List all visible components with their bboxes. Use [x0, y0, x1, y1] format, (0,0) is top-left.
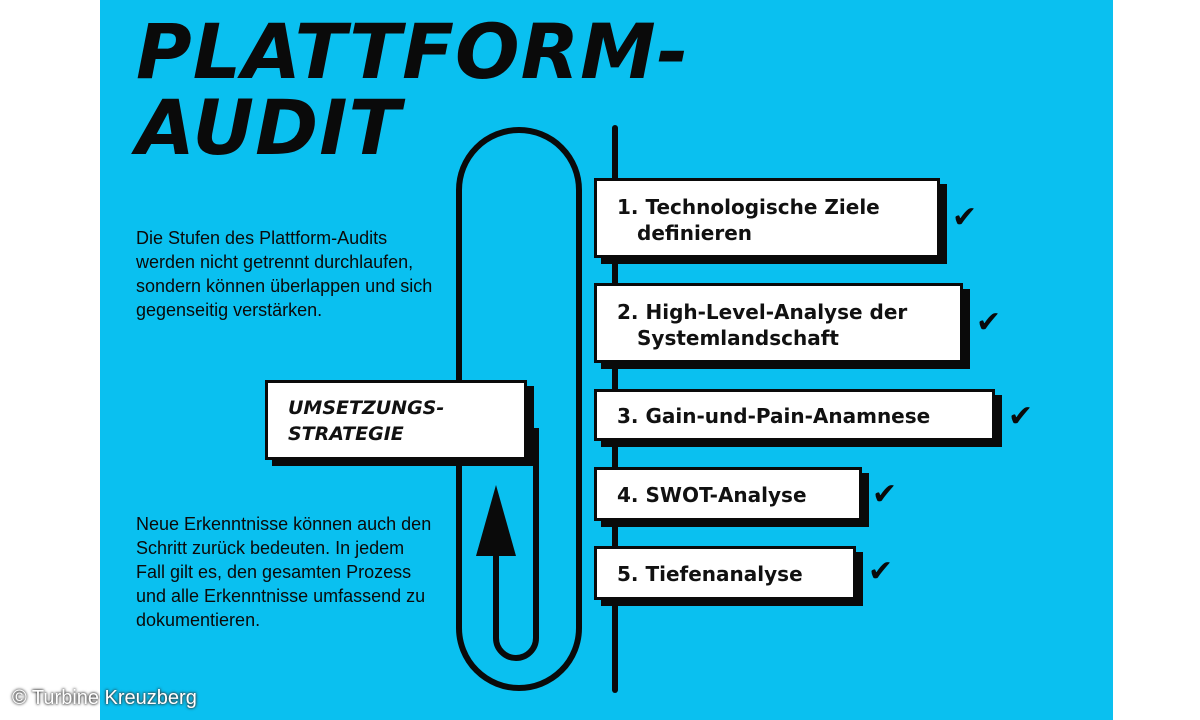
step-3-label: 3. Gain-und-Pain-Anamnese: [617, 404, 931, 428]
checkmark-icon: ✔: [868, 554, 894, 589]
title-line-2: AUDIT: [136, 83, 402, 172]
step-box-5: [594, 546, 856, 600]
checkmark-icon: ✔: [952, 200, 978, 235]
image-credit: © Turbine Kreuzberg: [12, 687, 197, 709]
step-box-3: [594, 389, 995, 441]
step-1-label-line-2: definieren: [637, 221, 753, 245]
title-line-1: PLATTFORM-: [136, 7, 690, 96]
step-4-label: 4. SWOT-Analyse: [617, 483, 807, 507]
checkmark-icon: ✔: [872, 477, 898, 512]
step-2-label-line-1: 2. High-Level-Analyse der: [617, 300, 908, 324]
step-2-label-line-2: Systemlandschaft: [637, 326, 839, 350]
infographic-panel: [100, 0, 1113, 720]
checkmark-icon: ✔: [1008, 399, 1034, 434]
step-box-1: [594, 178, 940, 258]
step-box-4: [594, 467, 862, 521]
strategy-label-line-2: STRATEGIE: [288, 423, 404, 445]
note-paragraph: Neue Erkenntnisse können auch den Schritt zurück bedeuten. In jedem Fall gilt es, den gesamten Prozess und alle Erkenntnisse umfassend zu dokumentieren.: [136, 514, 432, 630]
step-box-2: [594, 283, 963, 363]
step-5-label: 5. Tiefenanalyse: [617, 562, 803, 586]
checkmark-icon: ✔: [976, 305, 1002, 340]
up-arrowhead: [476, 485, 516, 556]
strategy-box: [265, 380, 527, 460]
strategy-label-line-1: UMSETZUNGS-: [288, 397, 445, 419]
intro-paragraph: Die Stufen des Plattform-Audits werden nicht getrennt durchlaufen, sondern können überlappen und sich gegenseitig verstärken.: [136, 228, 433, 320]
step-1-label-line-1: 1. Technologische Ziele: [617, 195, 880, 219]
